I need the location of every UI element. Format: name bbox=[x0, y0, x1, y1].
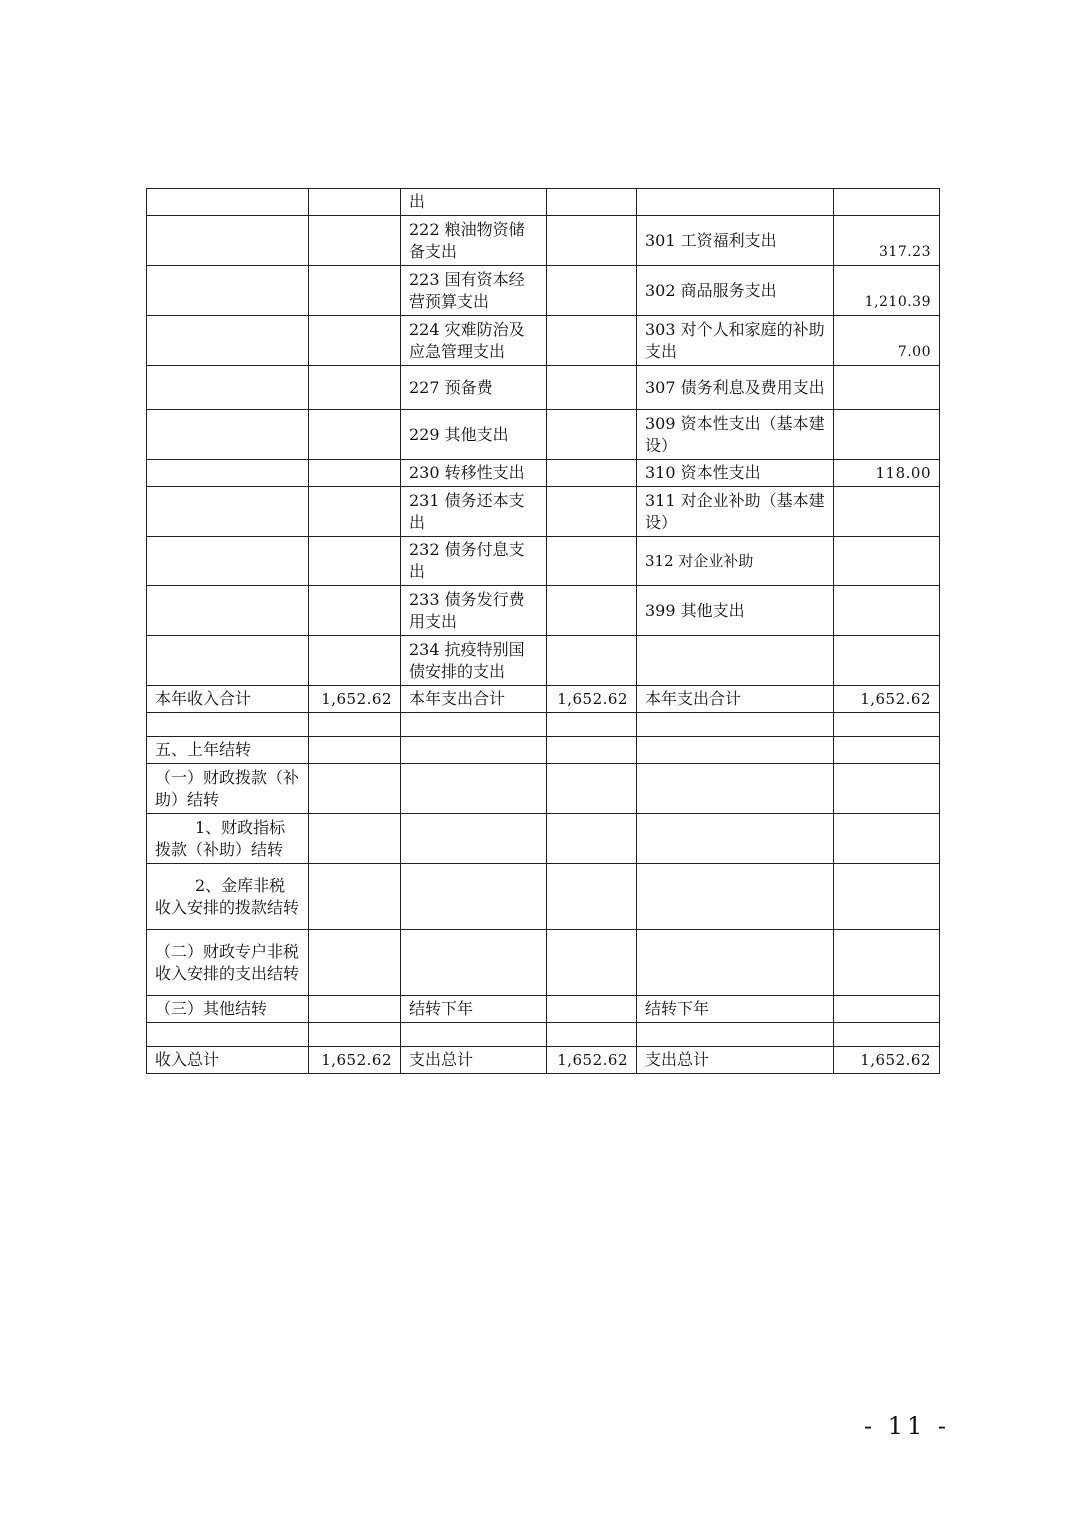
table-cell bbox=[834, 1023, 940, 1047]
table-cell: 118.00 bbox=[834, 460, 940, 487]
table-cell bbox=[834, 487, 940, 537]
table-cell bbox=[547, 189, 637, 216]
table-cell bbox=[401, 814, 547, 864]
table-cell bbox=[401, 713, 547, 737]
table-row bbox=[147, 996, 940, 1023]
table-cell bbox=[309, 460, 401, 487]
table-cell: 1、财政指标拨款（补助）结转 bbox=[147, 814, 309, 864]
table-cell: 233 债务发行费用支出 bbox=[401, 586, 547, 636]
table-cell bbox=[309, 996, 401, 1023]
table-cell: 234 抗疫特别国债安排的支出 bbox=[401, 636, 547, 686]
table-cell bbox=[401, 864, 547, 930]
table-cell: 1,652.62 bbox=[547, 686, 637, 713]
table-cell bbox=[547, 864, 637, 930]
table-cell bbox=[309, 814, 401, 864]
table-cell: 399 其他支出 bbox=[637, 586, 834, 636]
table-cell bbox=[834, 764, 940, 814]
table-cell bbox=[147, 713, 309, 737]
table-cell bbox=[637, 930, 834, 996]
table-cell bbox=[401, 764, 547, 814]
table-cell: 224 灾难防治及应急管理支出 bbox=[401, 316, 547, 366]
table-cell bbox=[834, 864, 940, 930]
table-row bbox=[147, 460, 940, 487]
table-cell: 1,652.62 bbox=[547, 1047, 637, 1074]
page-number: - 11 - bbox=[864, 1412, 951, 1440]
table-row bbox=[147, 636, 940, 686]
table-cell bbox=[834, 410, 940, 460]
table-cell: 222 粮油物资储备支出 bbox=[401, 216, 547, 266]
table-cell bbox=[309, 930, 401, 996]
table-cell bbox=[834, 189, 940, 216]
table-cell bbox=[147, 316, 309, 366]
table-cell: 1,210.39 bbox=[834, 266, 940, 316]
table-cell: 收入总计 bbox=[147, 1047, 309, 1074]
table-row bbox=[147, 266, 940, 316]
table-cell: 结转下年 bbox=[401, 996, 547, 1023]
table-cell bbox=[309, 713, 401, 737]
table-cell bbox=[547, 460, 637, 487]
table-cell: （一）财政拨款（补助）结转 bbox=[147, 764, 309, 814]
table-cell bbox=[147, 586, 309, 636]
table-cell bbox=[147, 460, 309, 487]
table-row bbox=[147, 410, 940, 460]
table-cell bbox=[309, 636, 401, 686]
table-cell bbox=[834, 996, 940, 1023]
table-cell bbox=[834, 366, 940, 410]
table-cell bbox=[147, 410, 309, 460]
table-cell bbox=[309, 737, 401, 764]
table-cell: 301 工资福利支出 bbox=[637, 216, 834, 266]
table-row bbox=[147, 814, 940, 864]
table-cell: 1,652.62 bbox=[309, 1047, 401, 1074]
table-cell bbox=[637, 713, 834, 737]
table-cell: 303 对个人和家庭的补助支出 bbox=[637, 316, 834, 366]
table-row bbox=[147, 713, 940, 737]
table-cell: 311 对企业补助（基本建设） bbox=[637, 487, 834, 537]
table-row bbox=[147, 1047, 940, 1074]
table-cell: 317.23 bbox=[834, 216, 940, 266]
table-cell bbox=[309, 487, 401, 537]
table-cell bbox=[637, 189, 834, 216]
table-cell bbox=[401, 1023, 547, 1047]
table-cell bbox=[547, 586, 637, 636]
table-cell: 出 bbox=[401, 189, 547, 216]
table-cell bbox=[547, 266, 637, 316]
table-cell: 本年收入合计 bbox=[147, 686, 309, 713]
table-row bbox=[147, 930, 940, 996]
table-cell bbox=[547, 216, 637, 266]
table-cell: 227 预备费 bbox=[401, 366, 547, 410]
budget-table bbox=[146, 188, 940, 1074]
table-row bbox=[147, 1023, 940, 1047]
table-cell bbox=[401, 737, 547, 764]
table-cell bbox=[637, 764, 834, 814]
table-row bbox=[147, 537, 940, 586]
table-cell: 2、金库非税收入安排的拨款结转 bbox=[147, 864, 309, 930]
table-cell: 结转下年 bbox=[637, 996, 834, 1023]
table-row bbox=[147, 216, 940, 266]
table-cell bbox=[147, 189, 309, 216]
table-cell bbox=[309, 1023, 401, 1047]
table-row bbox=[147, 487, 940, 537]
table-cell: 231 债务还本支出 bbox=[401, 487, 547, 537]
table-cell bbox=[147, 487, 309, 537]
table-cell bbox=[637, 814, 834, 864]
table-cell: （三）其他结转 bbox=[147, 996, 309, 1023]
table-cell bbox=[309, 216, 401, 266]
table-cell bbox=[547, 930, 637, 996]
table-row bbox=[147, 764, 940, 814]
table-cell bbox=[147, 537, 309, 586]
table-cell: 302 商品服务支出 bbox=[637, 266, 834, 316]
table-cell bbox=[309, 366, 401, 410]
table-cell bbox=[147, 266, 309, 316]
table-cell bbox=[547, 537, 637, 586]
table-cell: 支出总计 bbox=[401, 1047, 547, 1074]
table-row bbox=[147, 686, 940, 713]
table-cell bbox=[309, 586, 401, 636]
table-cell bbox=[834, 930, 940, 996]
table-row bbox=[147, 586, 940, 636]
table-cell bbox=[547, 366, 637, 410]
table-cell: 支出总计 bbox=[637, 1047, 834, 1074]
table-cell: 230 转移性支出 bbox=[401, 460, 547, 487]
table-cell bbox=[547, 713, 637, 737]
table-cell: 1,652.62 bbox=[309, 686, 401, 713]
table-cell bbox=[309, 266, 401, 316]
table-cell bbox=[547, 1023, 637, 1047]
table-cell bbox=[547, 764, 637, 814]
table-row bbox=[147, 366, 940, 410]
table-cell bbox=[147, 636, 309, 686]
table-cell bbox=[147, 366, 309, 410]
table-cell bbox=[834, 713, 940, 737]
table-cell bbox=[834, 737, 940, 764]
table-cell bbox=[547, 487, 637, 537]
table-cell: （二）财政专户非税收入安排的支出结转 bbox=[147, 930, 309, 996]
table-cell: 312 对企业补助 bbox=[637, 537, 834, 586]
table-cell bbox=[147, 1023, 309, 1047]
table-cell bbox=[547, 316, 637, 366]
table-cell bbox=[401, 930, 547, 996]
table-cell: 五、上年结转 bbox=[147, 737, 309, 764]
table-cell bbox=[309, 764, 401, 814]
table-cell bbox=[637, 636, 834, 686]
table-cell bbox=[309, 316, 401, 366]
table-cell bbox=[547, 814, 637, 864]
table-cell bbox=[309, 410, 401, 460]
table-cell: 223 国有资本经营预算支出 bbox=[401, 266, 547, 316]
table-cell: 309 资本性支出（基本建设） bbox=[637, 410, 834, 460]
table-cell: 232 债务付息支出 bbox=[401, 537, 547, 586]
table-cell bbox=[834, 814, 940, 864]
table-cell: 7.00 bbox=[834, 316, 940, 366]
table-cell bbox=[637, 864, 834, 930]
table-cell: 本年支出合计 bbox=[401, 686, 547, 713]
table-cell: 310 资本性支出 bbox=[637, 460, 834, 487]
table-cell bbox=[547, 636, 637, 686]
table-cell bbox=[834, 586, 940, 636]
table-row bbox=[147, 737, 940, 764]
table-cell bbox=[637, 1023, 834, 1047]
table-cell bbox=[834, 537, 940, 586]
table-cell bbox=[147, 216, 309, 266]
table-cell: 307 债务利息及费用支出 bbox=[637, 366, 834, 410]
table-row bbox=[147, 864, 940, 930]
table-cell bbox=[637, 737, 834, 764]
table-cell bbox=[547, 737, 637, 764]
table-cell bbox=[309, 189, 401, 216]
table-cell bbox=[547, 410, 637, 460]
table-row bbox=[147, 316, 940, 366]
table-cell: 229 其他支出 bbox=[401, 410, 547, 460]
table-row bbox=[147, 189, 940, 216]
table-cell bbox=[309, 537, 401, 586]
table-cell bbox=[547, 996, 637, 1023]
table-cell: 1,652.62 bbox=[834, 686, 940, 713]
table-cell bbox=[309, 864, 401, 930]
table-cell: 1,652.62 bbox=[834, 1047, 940, 1074]
table-cell: 本年支出合计 bbox=[637, 686, 834, 713]
table-cell bbox=[834, 636, 940, 686]
